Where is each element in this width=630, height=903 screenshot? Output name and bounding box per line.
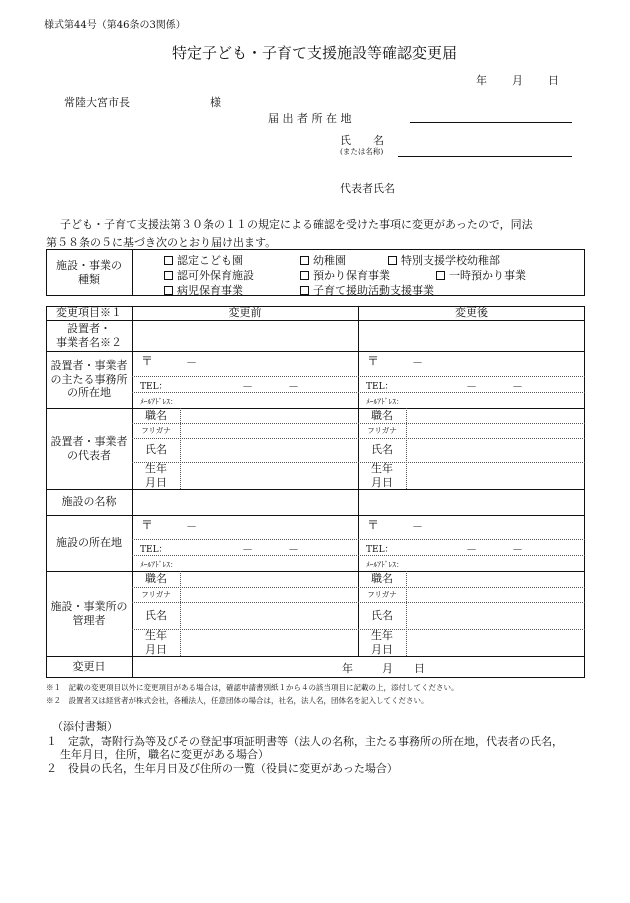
checkbox-icon — [164, 271, 173, 280]
date-day-label: 日 — [548, 74, 559, 87]
row-facility-location-label: 施設の所在地 — [56, 536, 122, 550]
row-facility-name-label: 施設の名称 — [61, 495, 117, 509]
notifier-name-field[interactable] — [398, 156, 572, 157]
checkbox-ninkagai-hoiku[interactable]: 認可外保育施設 — [164, 267, 254, 283]
row-manager-label: 施設・事業所の 管理者 — [50, 599, 128, 627]
postal-mark-icon: 〒 — [141, 354, 154, 368]
postal-mark-icon: 〒 — [141, 518, 154, 532]
col-header-item: 変更項目※１ — [56, 306, 122, 320]
checkbox-youchien[interactable]: 幼稚園 — [300, 252, 346, 268]
before-facility-postal-field[interactable] — [200, 517, 356, 538]
before-facility-name-field[interactable] — [133, 490, 357, 514]
checkbox-azukari-hoiku[interactable]: 預かり保育事業 — [300, 267, 390, 283]
row-representative-label: 設置者・事業者 の代表者 — [50, 434, 128, 462]
notifier-name-label: 氏 名 — [340, 134, 384, 147]
date-month-label: 月 — [512, 74, 523, 87]
attachment-item-2: ２ 役員の氏名，生年月日及び住所の一覧（役員に変更があった場合） — [46, 762, 398, 775]
notifier-name-sublabel: (または名称) — [340, 147, 384, 156]
checkbox-icon — [300, 271, 309, 280]
after-facility-postal-field[interactable] — [426, 517, 582, 538]
before-representative-name-field[interactable] — [182, 439, 356, 461]
checkbox-nintei-kodomoen[interactable]: 認定こども園 — [164, 252, 243, 268]
addressee: 常陸大宮市長 — [64, 96, 130, 109]
attachment-item-1: １ 定款，寄附行為等及びその登記事項証明書等（法人の名称，主たる事務所の所在地，代表者の氏名， — [46, 735, 563, 748]
note-1: ※１ 記載の変更項目以外に変更項目がある場合は，確認申請書別紙１から４の該当項目に記載の上，添付してください。 — [46, 683, 459, 692]
postal-mark-icon: 〒 — [367, 354, 380, 368]
before-manager-name-field[interactable] — [182, 603, 356, 628]
intro-line-1: 子ども・子育て支援法第３０条の１１の規定による確認を受けた事項に変更があったので，同法 — [60, 218, 533, 231]
date-year-label: 年 — [476, 74, 487, 87]
row-office-address-label: 設置者・事業者 の主たる事務所 の所在地 — [50, 358, 128, 400]
form-title: 特定子ども・子育て支援施設等確認変更届 — [172, 44, 458, 62]
checkbox-kosodate-enjo[interactable]: 子育て援助活動支援事業 — [300, 282, 434, 298]
checkbox-tokubetsu-shien[interactable]: 特別支援学校幼稚部 — [388, 252, 500, 268]
checkbox-icon — [164, 256, 173, 265]
after-representative-name-field[interactable] — [408, 439, 582, 461]
checkbox-icon — [164, 286, 173, 295]
intro-line-2: 第５８条の５に基づき次のとおり届け出ます。 — [46, 236, 277, 249]
checkbox-ichiji-azukari[interactable]: 一時預かり事業 — [436, 267, 526, 283]
change-date-field[interactable] — [133, 657, 584, 677]
after-office-postal-field[interactable] — [426, 353, 582, 375]
form-number: 様式第44号（第46条の3関係） — [44, 20, 186, 31]
attachment-item-1-cont: 生年月日，住所，職名に変更がある場合） — [60, 748, 269, 761]
checkbox-icon — [300, 256, 309, 265]
representative-label: 代表者氏名 — [340, 182, 395, 195]
after-manager-name-field[interactable] — [408, 603, 582, 628]
attachments-heading: （添付書類） — [52, 720, 118, 733]
after-operator-name-field[interactable] — [359, 321, 584, 350]
before-office-postal-field[interactable] — [200, 353, 356, 375]
before-operator-name-field[interactable] — [133, 321, 357, 350]
checkbox-icon — [300, 286, 309, 295]
postal-mark-icon: 〒 — [367, 518, 380, 532]
row-change-date-label: 変更日 — [72, 660, 106, 674]
notifier-address-field[interactable] — [410, 122, 572, 123]
after-facility-name-field[interactable] — [359, 490, 584, 514]
row-operator-name-label: 設置者・ 事業者名※２ — [56, 321, 122, 349]
checkbox-byouji-hoiku[interactable]: 病児保育事業 — [164, 282, 243, 298]
note-2: ※２ 設置者又は経営者が株式会社，各種法人，任意団体の場合は，社名，法人名，団体名を記入してください。 — [46, 696, 429, 705]
facility-type-label: 施設・事業の 種類 — [56, 259, 122, 286]
checkbox-icon — [436, 271, 445, 280]
col-header-before: 変更前 — [228, 306, 262, 320]
checkbox-icon — [388, 256, 397, 265]
col-header-after: 変更後 — [455, 306, 488, 320]
honorific: 様 — [210, 96, 221, 109]
notifier-address-label: 届 出 者 所 在 地 — [268, 112, 352, 125]
